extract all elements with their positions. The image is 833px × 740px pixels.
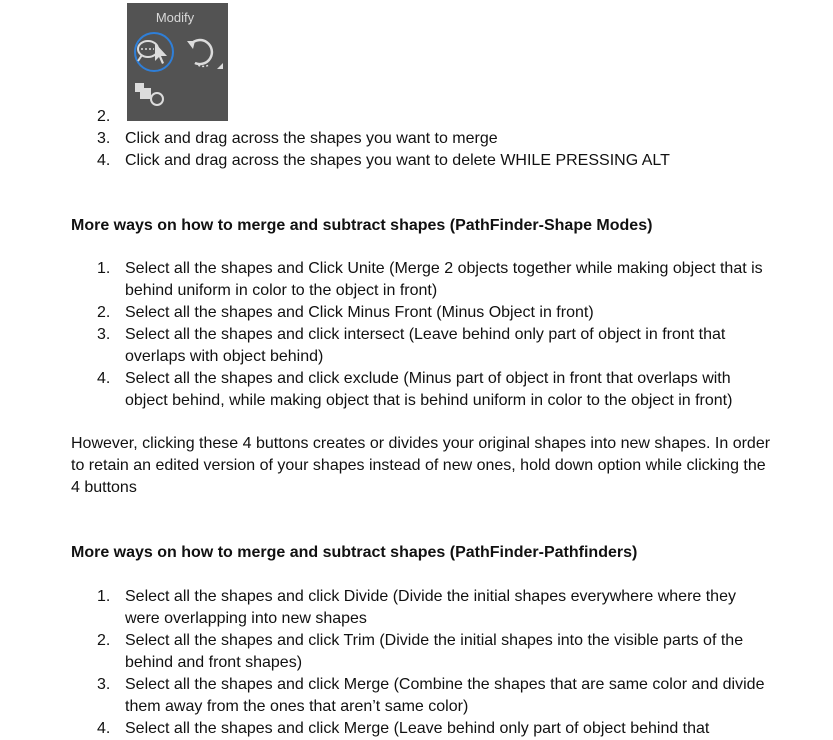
shape-modes-list [0,258,775,412]
shape-builder-icon [132,30,178,74]
list-number: 1. [97,588,111,605]
list-number: 3. [97,326,111,343]
list-text: Select all the shapes and click exclude (Minus part of object in front that overlaps with object behind, while making object that is behind uniform in color to the object in front) [125,370,733,409]
list-item [0,630,775,674]
list-text: Click and drag across the shapes you want to merge [125,130,498,147]
list-item [0,718,775,740]
list-number: 3. [97,130,111,147]
list-number: 4. [97,152,111,169]
list-text: Select all the shapes and Click Unite (Merge 2 objects together while making object that is behind uniform in color to the object in front) [125,260,763,299]
list-item [0,128,775,150]
shape-modes-note: However, clicking these 4 buttons creates or divides your original shapes into new shapes. In order to retain an edited version of your shapes instead of new ones, hold down option while clicking the 4 buttons [71,435,771,496]
list-text: Select all the shapes and click Merge (Combine the shapes that are same color and divide them away from the ones that aren’t same color) [125,676,765,715]
list-item [0,106,775,128]
list-text: Select all the shapes and click Merge (Leave behind only part of object behind that [125,720,710,737]
rotate-icon [183,35,225,71]
list-number: 3. [97,676,111,693]
list-text: Click and drag across the shapes you want to delete WHILE PRESSING ALT [125,152,670,169]
list-item [0,258,775,302]
list-text: Select all the shapes and Click Minus Front (Minus Object in front) [125,304,594,321]
arrange-shapes-icon [134,81,168,109]
list-number: 4. [97,370,111,387]
list-item [0,368,775,412]
list-number: 1. [97,260,111,277]
list-number: 4. [97,720,111,737]
list-item [0,302,775,324]
list-number: 2. [97,632,111,649]
modify-panel-image [127,3,228,121]
list-text: Select all the shapes and click Divide (Divide the initial shapes everywhere where they were overlapping into new shapes [125,588,736,627]
list-number: 2. [97,304,111,321]
pathfinders-list [0,586,775,740]
section-heading-shape-modes: More ways on how to merge and subtract shapes (PathFinder-Shape Modes) [71,217,653,234]
list-number: 2. [97,108,111,125]
list-item [0,324,775,368]
list-item [0,150,775,172]
top-list [0,106,775,172]
list-item [0,586,775,630]
list-text: Select all the shapes and click intersect (Leave behind only part of object in front that overlaps with object behind) [125,326,726,365]
section-heading-pathfinders: More ways on how to merge and subtract shapes (PathFinder-Pathfinders) [71,544,638,561]
modify-panel-title: Modify [155,10,195,25]
list-item [0,674,775,718]
list-text: Select all the shapes and click Trim (Divide the initial shapes into the visible parts of the behind and front shapes) [125,632,744,671]
